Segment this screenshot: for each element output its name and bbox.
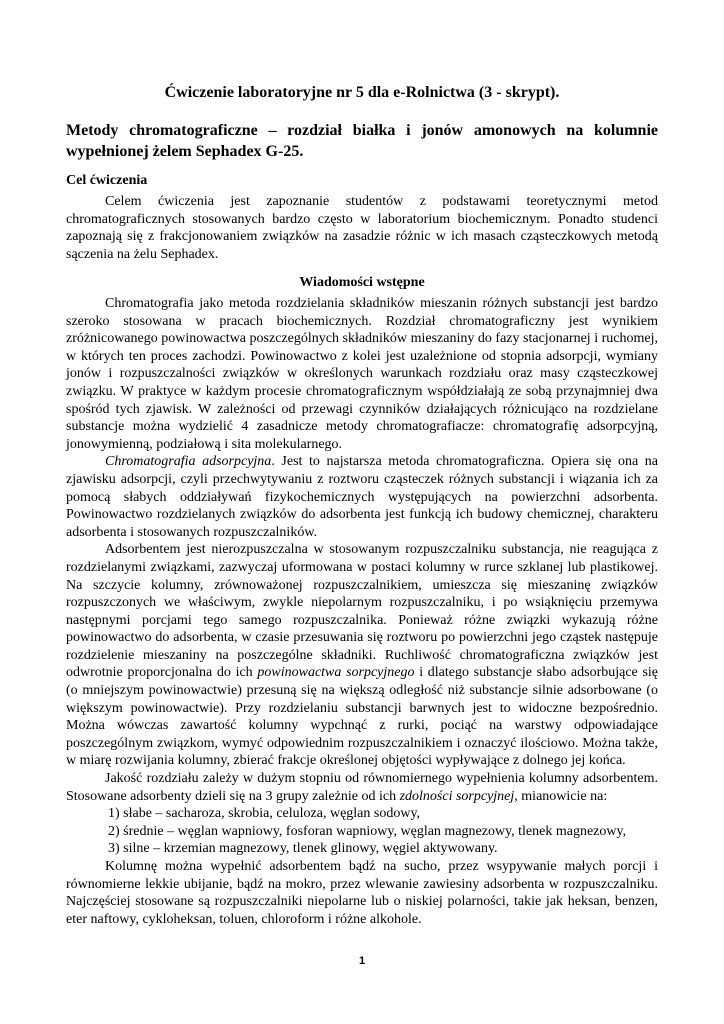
paragraph-intro (66, 295, 658, 453)
paragraph-jakosc-text-a: Jakość rozdziału zależy w dużym stopniu od równomiernego wypełnienia kolumny adsorbentem. Stosowane adsorbenty dzieli się na 3 grupy zależnie od ich (66, 771, 658, 804)
paragraph-adsorpcyjna-text: . Jest to najstarsza metoda chromatograficzna. Opiera się ona na zjawisku adsorpcji, czyli przechwytywaniu z roztworu cząsteczek różnych substancji i wiązania ich za pomocą słabych oddziaływań fizykochemicznych występujących na powierzchni adsorbenta. Powinowactwo rozdzielanych związków do adsorbenta jest funkcją ich budowy chemicznej, charakteru adsorbenta i stosowanych rozpuszczalników. (66, 454, 658, 540)
page-number: 1 (358, 955, 366, 967)
paragraph-jakosc (66, 770, 658, 805)
term-powinowactwo-sorpcyjne: powinowactwa sorpcyjnego (257, 665, 415, 681)
list-item: 3) silne – krzemian magnezowy, tlenek glinowy, węgiel aktywowany. (108, 841, 498, 857)
term-zdolnosc-sorpcyjna: zdolności sorpcyjnej (399, 788, 515, 804)
document-title: Ćwiczenie laboratoryjne nr 5 dla e-Rolnictwa (3 - skrypt). (164, 84, 560, 101)
list-item: 2) średnie – węglan wapniowy, fosforan wapniowy, węglan magnezowy, tlenek magnezowy, (108, 823, 627, 839)
paragraph-intro-text: Chromatografia jako metoda rozdzielania składników mieszanin różnych substancji jest bardzo szeroko stosowana w pracach biochemicznych. Rozdział chromatograficzny jest wynikiem zróżnicowanego powinowactwa poszczególnych składników mieszaniny do fazy stacjonarnej i ruchomej, w których ten proces zachodzi. Powinowactwo z kolei jest uzależnione od stopnia adsorpcji, wymiany jonów i rozpuszczalności związków w określonych warunkach rozdziału oraz masy cząsteczkowej związku. W praktyce w każdym procesie chromatograficznym współdziałają ze sobą przynajmniej dwa spośród tych zjawisk. W zależności od przewagi czynników działających różnicująco na rozdzielane substancje można wydzielić 4 zasadnicze metody chromatografiacze: (66, 296, 658, 435)
paragraph-adsorpcyjna (66, 453, 658, 541)
section-heading-cel: Cel ćwiczenia (66, 173, 148, 188)
section-heading-wiadomosci: Wiadomości wstępne (299, 275, 425, 290)
document-subtitle: Metody chromatograficzne – rozdział białka i jonów amonowych na kolumnie wypełnionej żelem Sephadex G-25. (66, 122, 658, 160)
paragraph-adsorbent-text-a: Adsorbentem jest nierozpuszczalna w stosowanym rozpuszczalniku substancja, nie reagująca z rozdzielanymi związkami, zazwyczaj uformowana w postaci kolumny w rurce szklanej lub plastikowej. Na szczycie kolumny, zrównoważonej rozpuszczalnikiem, umieszcza się mieszaninę związków rozpuszczonych we właściwym, zwykle niepolarnym rozpuszczalniku, i po wsiąknięciu przemywa następnymi porcjami tego samego rozpuszczalnika. Ponieważ różne związki wykazują różne powinowactwo do adsorbenta, w czasie przesuwania się roztworu po powierzchni jego cząstek następuje rozdzielenie mieszaniny na poszczególne składniki. Ruchliwość chromatograficzna związków jest odwrotnie proporcjonalna do ich (66, 542, 658, 681)
section-body-cel (66, 193, 658, 263)
paragraph-intro-tail: chromatografię adsorpcyjną, jonowymienną, podziałową i sita molekularnego. (66, 419, 658, 452)
paragraph-kolumna: Kolumnę można wypełnić adsorbentem bądź na sucho, przez wsypywanie małych porcji i równomierne lekkie ubijanie, bądź na mokro, przez wlewanie zawiesiny adsorbenta w rozpuszczalniku. Najczęściej stosowane są rozpuszczalniki niepolarne lub o niskiej polarności, takie jak heksan, benzen, eter naftowy, cykloheksan, toluen, chloroform i różne alkohole. (66, 859, 658, 927)
term-chromatografia-adsorpcyjna: Chromatografia adsorpcyjna (105, 454, 272, 470)
list-item: 1) słabe – sacharoza, skrobia, celuloza, węglan sodowy, (108, 806, 421, 822)
paragraph-adsorbent (66, 541, 658, 770)
section-body-wiadomosci (66, 295, 658, 928)
paragraph-cel: Celem ćwiczenia jest zapoznanie studentów z podstawami teoretycznymi metod chromatograficznych stosowanych bardzo często w laboratorium biochemicznym. Ponadto studenci zapoznają się z frakcjonowaniem związków na zasadzie różnic w ich masach cząsteczkowych metodą sączenia na żelu Sephadex. (66, 194, 658, 262)
paragraph-jakosc-text-b: , mianowicie na: (514, 788, 608, 804)
adsorbent-groups-list (66, 805, 658, 858)
paragraph-adsorbent-text-b: i dlatego substancje słabo adsorbujące się (o mniejszym powinowactwie) przesuną się na większą odległość niż substancje silnie adsorbowane (o większym powinowactwie). Przy rozdzielaniu substancji barwnych jest to widoczne bezpośrednio. Można wówczas zawartość kolumny wypchnąć z rurki, pociąć na warstwy odpowiadające poszczególnym związkom, wymyć odpowiednim rozpuszczalnikiem i oznaczyć ilościowo. Można także, w miarę rozwijania kolumny, zbierać frakcje określonej objętości wypływające z dolnego jej końca. (66, 665, 658, 769)
